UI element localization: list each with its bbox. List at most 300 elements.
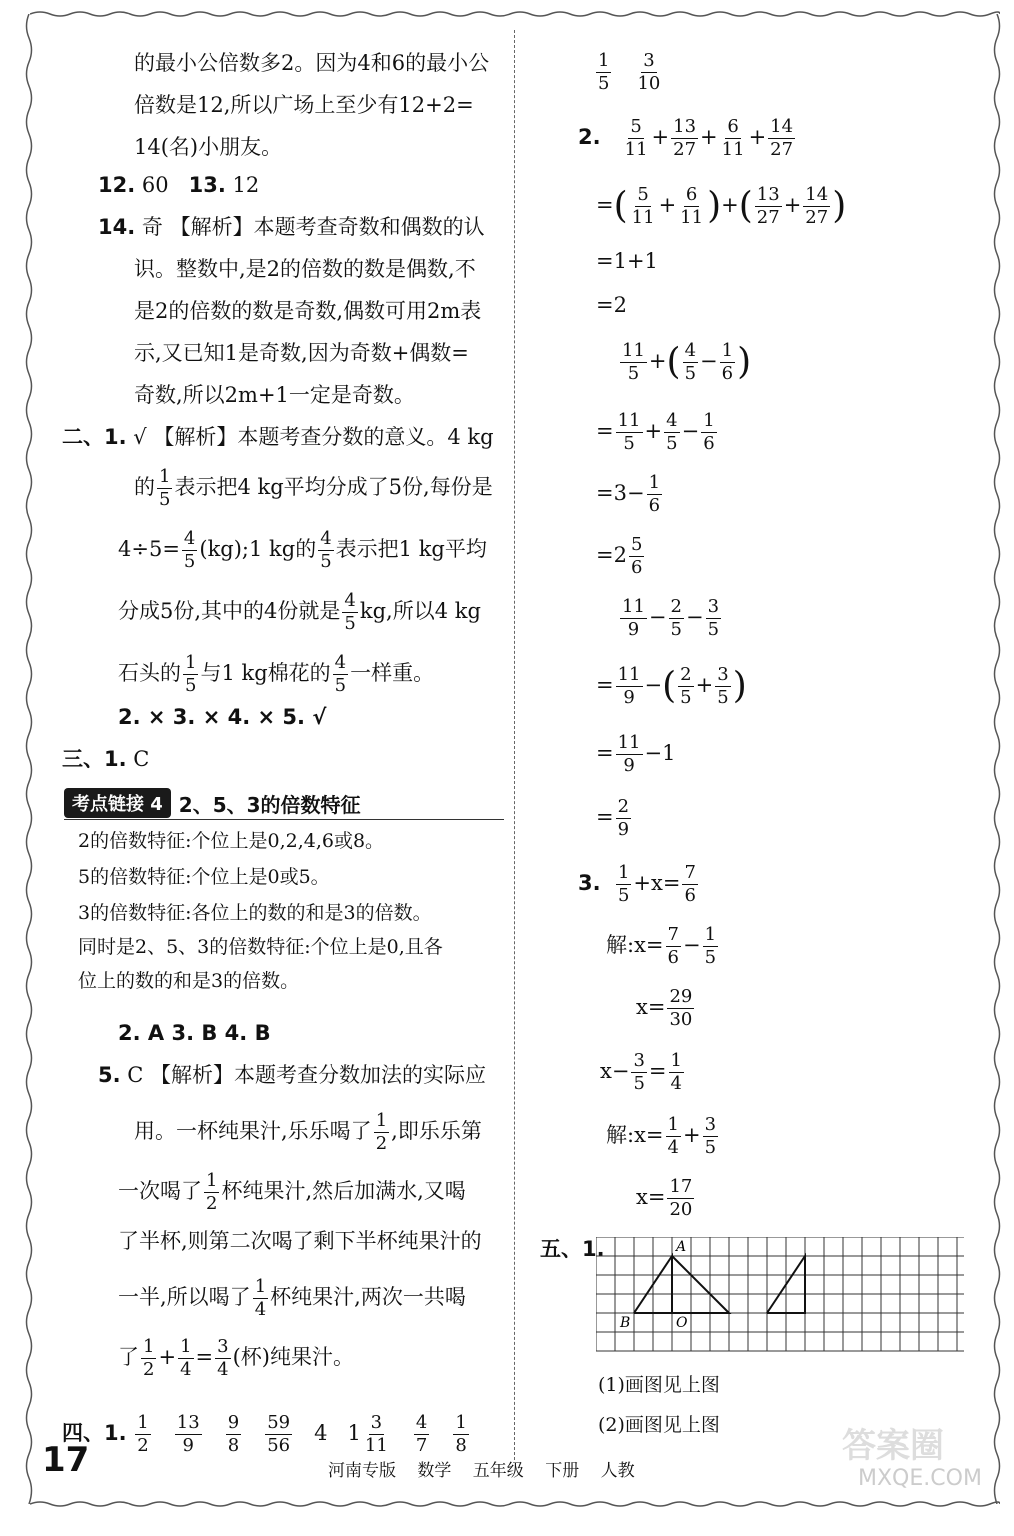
minus-sign: −: [685, 605, 704, 629]
plus-sign: +: [658, 193, 677, 217]
left-line-3: 14(名)小朋友。: [134, 135, 283, 159]
calc-2c-line-4: [596, 796, 633, 841]
denominator: 4: [217, 1359, 229, 1380]
bottom-border-decoration: [30, 1500, 1000, 1508]
equation-3a-result: [636, 986, 696, 1031]
fraction-1-2: [204, 1170, 219, 1215]
column-divider: [514, 30, 515, 1460]
denominator: 5: [617, 885, 630, 906]
numerator: 29: [669, 986, 693, 1007]
calc-2b-line-2: [596, 410, 719, 455]
denominator: 27: [770, 139, 794, 160]
calc-2-line-2: =( $\frac{5}{11}$ + $\frac{6}{11}$ )+( $\frac{13}{27}$ + $\frac{14}{27}$ ): [596, 184, 847, 228]
denominator: 27: [756, 207, 780, 228]
fraction-13-9: [175, 1412, 202, 1457]
fraction-1-2: [135, 1412, 150, 1457]
fraction-17-20: [667, 1176, 694, 1221]
watermark-logo: 答案圈: [842, 1426, 944, 1466]
numerator: 4: [320, 528, 332, 549]
numerator: 1: [185, 652, 197, 673]
plus-x-equals: +x=: [633, 871, 681, 895]
key-point-box-header: [64, 788, 361, 818]
section-5-label: 五、1.: [540, 1237, 605, 1261]
drawing-grid: [596, 1237, 964, 1353]
point-O-label: O: [676, 1315, 688, 1331]
s3-answers-2-4: 2. A 3. B 4. B: [118, 1021, 271, 1045]
fraction-14-27: [768, 116, 795, 161]
fraction-4-5: [333, 652, 348, 697]
right-top-fractions: [594, 50, 664, 95]
key-point-title: 2、5、3的倍数特征: [178, 792, 361, 817]
denominator: 5: [670, 619, 682, 640]
denominator: 30: [669, 1009, 693, 1030]
s2-line-5: [118, 652, 434, 697]
numerator: 1: [254, 1276, 267, 1297]
denominator: 9: [623, 755, 635, 776]
fraction-4-5: [683, 340, 698, 385]
s2c-post: 表示把1 kg平均: [335, 537, 487, 561]
fraction-5-11: [630, 184, 657, 229]
fraction-1-6: [647, 472, 662, 517]
denominator: 6: [721, 363, 734, 384]
x-equals: x=: [636, 995, 666, 1019]
fraction-3-5: [631, 1050, 646, 1095]
fraction-2-5: [669, 596, 684, 641]
key-point-line-2: 5的倍数特征:个位上是0或5。: [78, 866, 330, 888]
equals-sign: =: [596, 419, 614, 443]
fraction-1-4: [178, 1336, 193, 1381]
numerator: 11: [622, 340, 645, 361]
section-2-label: 二、1.: [62, 425, 127, 449]
s3-q5-line-6: 了 $\frac{1}{2}$ + $\frac{1}{4}$ = $\frac{3}{4}$ (杯)纯果汁。: [118, 1336, 354, 1380]
fraction-6-11: [678, 184, 705, 229]
denominator: 5: [183, 551, 196, 572]
key-point-underline: [64, 819, 504, 820]
denominator: 2: [143, 1359, 155, 1380]
calc-2c-line-2: = $\frac{11}{9}$ −( $\frac{2}{5}$ + $\frac{3}{5}$ ): [596, 664, 747, 708]
fraction-3-5: [706, 596, 721, 641]
calc-2b-line-1: $\frac{11}{5}$ +( $\frac{4}{5}$ − $\frac{1}{6}$ ): [622, 340, 752, 384]
key-point-line-5: 位上的数的和是3的倍数。: [78, 970, 300, 992]
numerator: 3: [717, 664, 729, 685]
q14-line-3: 是2的倍数的数是奇数,偶数可用2m表: [134, 299, 482, 323]
section-3-q1: [62, 744, 149, 774]
numerator: 1: [670, 1050, 682, 1071]
q14-label: 14.: [98, 215, 136, 239]
three-minus: =3−: [596, 481, 645, 505]
fraction-1-4: [666, 1114, 681, 1159]
denominator: 5: [704, 1137, 717, 1158]
fraction-1-5: [183, 652, 198, 697]
denominator: 4: [254, 1299, 267, 1320]
plus-sign: +: [695, 673, 714, 697]
fraction-1-5: [703, 924, 718, 969]
denominator: 6: [703, 433, 715, 454]
minus-one: −1: [644, 741, 676, 765]
numerator: 5: [630, 116, 642, 137]
denominator: 8: [455, 1435, 467, 1456]
equals-sign: =: [648, 1059, 667, 1083]
calc-2-line-4: =2: [596, 293, 627, 317]
fraction-1-8: [453, 1412, 468, 1457]
s5e-pre: 一半,所以喝了: [118, 1285, 251, 1309]
s2e-pre: 石头的: [118, 661, 181, 685]
plus-sign: +: [748, 125, 767, 149]
section-2-q1: [62, 422, 494, 452]
numerator: 5: [637, 184, 649, 205]
fraction-11-5: [616, 410, 643, 455]
numerator: 11: [617, 732, 641, 753]
section-3-label: 三、1.: [62, 747, 127, 771]
section-4-q1: [62, 1412, 471, 1457]
numerator: 1: [180, 1336, 192, 1357]
s2c-pre: 4÷5=: [118, 537, 180, 561]
fraction-4-5: [342, 590, 357, 635]
page-number: 17: [42, 1440, 90, 1480]
numerator: 1: [375, 1110, 388, 1131]
q14-line-4: 示,又已知1是奇数,因为奇数+偶数=: [134, 341, 469, 365]
equals-sign: =: [596, 805, 614, 829]
denominator: 4: [670, 1073, 682, 1094]
mixed-whole: 1: [347, 1421, 361, 1445]
s3-q1-value: C: [133, 747, 150, 771]
denominator: 11: [364, 1435, 388, 1456]
plus-sign: +: [648, 349, 667, 373]
numerator: 4: [334, 652, 347, 673]
calc-2b-line-4: [596, 534, 646, 579]
plus-sign: +: [651, 125, 670, 149]
denominator: 11: [624, 139, 648, 160]
q3-label: 3.: [578, 871, 601, 895]
denominator: 5: [633, 1073, 645, 1094]
fraction-3-4: [215, 1336, 230, 1381]
equation-3a-solve: [606, 924, 720, 969]
denominator: 10: [637, 73, 661, 94]
numerator: 4: [183, 528, 196, 549]
fraction-1-5: [616, 862, 631, 907]
calc-2b-line-3: [596, 472, 664, 517]
denominator: 11: [631, 207, 655, 228]
fraction-5-6: [629, 534, 644, 579]
s3-q5-line-4: 了半杯,则第二次喝了剩下半杯纯果汁的: [118, 1229, 482, 1253]
s5e-post: 杯纯果汁,两次一共喝: [270, 1285, 466, 1309]
s3-q5: [98, 1060, 486, 1090]
solution-label: 解:x=: [606, 1123, 664, 1147]
numerator: 1: [159, 466, 171, 487]
numerator: 2: [680, 664, 692, 685]
denominator: 5: [159, 489, 171, 510]
numerator: 3: [704, 1114, 717, 1135]
numerator: 1: [667, 1114, 679, 1135]
equals-two: =2: [596, 543, 627, 567]
left-line-2: 倍数是12,所以广场上至少有12+2=: [134, 93, 474, 117]
fraction-14-27: [803, 184, 830, 229]
numerator: 6: [727, 116, 739, 137]
x-minus: x−: [600, 1059, 630, 1083]
denominator: 9: [182, 1435, 194, 1456]
point-A-label: A: [676, 1239, 687, 1255]
calc-2-line-1: [578, 116, 797, 161]
numerator: 1: [648, 472, 661, 493]
fraction-7-6: [666, 924, 681, 969]
numerator: 7: [667, 924, 679, 945]
fraction-1-5: [596, 50, 611, 95]
equation-3a: [578, 862, 700, 907]
equals-sign: =: [596, 193, 614, 217]
fraction-1-2: [374, 1110, 389, 1155]
right-border-decoration: [992, 14, 1002, 1504]
answer-four: 4: [314, 1421, 328, 1445]
numerator: 7: [684, 862, 696, 883]
numerator: 14: [805, 184, 829, 205]
answer-5-1: (1)画图见上图: [598, 1374, 720, 1396]
s5f-post: (杯)纯果汁。: [232, 1345, 354, 1369]
s3-q5-line-1: C 【解析】本题考查分数加法的实际应: [127, 1063, 487, 1087]
denominator: 6: [667, 947, 679, 968]
q14-line-1: 奇 【解析】本题考查奇数和偶数的认: [141, 215, 485, 239]
fraction-4-5: [664, 410, 679, 455]
numerator: 4: [415, 1412, 428, 1433]
denominator: 5: [666, 433, 678, 454]
equation-3b: [600, 1050, 686, 1095]
s5b-pre: 用。一杯纯果汁,乐乐喝了: [134, 1119, 372, 1143]
watermark-url: MXQE.COM: [858, 1466, 982, 1491]
fraction-1-6: [701, 410, 716, 455]
x-equals: x=: [636, 1185, 666, 1209]
s2-line-3: [118, 528, 487, 573]
numerator: 1: [137, 1412, 149, 1433]
fraction-11-9: [616, 664, 643, 709]
numerator: 14: [770, 116, 794, 137]
fraction-1-5: [157, 466, 172, 511]
denominator: 5: [320, 551, 332, 572]
denominator: 11: [721, 139, 745, 160]
point-B-label: B: [620, 1315, 631, 1331]
s2b-post: 表示把4 kg平均分成了5份,每份是: [174, 475, 493, 499]
fraction-5-11: [623, 116, 650, 161]
numerator: 3: [633, 1050, 645, 1071]
denominator: 2: [375, 1133, 388, 1154]
section-4-label: 四、1.: [62, 1421, 127, 1445]
key-point-line-4: 同时是2、5、3的倍数特征:个位上是0,且各: [78, 936, 443, 958]
numerator: 17: [669, 1176, 693, 1197]
numerator: 11: [617, 664, 641, 685]
q13-value: 12: [232, 173, 260, 197]
denominator: 8: [227, 1435, 240, 1456]
key-point-line-3: 3的倍数特征:各位上的数的和是3的倍数。: [78, 902, 432, 924]
calc-2-line-3: =1+1: [596, 249, 658, 273]
numerator: 13: [756, 184, 780, 205]
s3-q5-line-5: [118, 1276, 466, 1321]
answer-14: [98, 212, 485, 242]
s5f-pre: 了: [118, 1345, 139, 1369]
denominator: 5: [717, 687, 729, 708]
plus-sign: +: [783, 193, 802, 217]
s5c-pre: 一次喝了: [118, 1179, 202, 1203]
denominator: 9: [627, 619, 640, 640]
answer-5-2: (2)画图见上图: [598, 1414, 720, 1436]
plus-sign: +: [700, 125, 718, 149]
denominator: 5: [623, 433, 635, 454]
triangle-rotated: [672, 1256, 729, 1313]
q14-line-2: 识。整数中,是2的倍数的数是偶数,不: [134, 257, 476, 281]
q12-value: 60: [141, 173, 169, 197]
fraction-13-27: [755, 184, 782, 229]
denominator: 5: [185, 675, 197, 696]
fraction-13-27: [671, 116, 698, 161]
s2e-mid: 与1 kg棉花的: [200, 661, 331, 685]
s3-q5-line-3: [118, 1170, 466, 1215]
s5b-post: ,即乐乐第: [391, 1119, 482, 1143]
equation-3b-result: [636, 1176, 696, 1221]
denominator: 9: [623, 687, 635, 708]
denominator: 9: [617, 819, 630, 840]
fraction-59-56: [265, 1412, 292, 1457]
s2e-post: 一样重。: [350, 661, 435, 685]
fraction-1-4: [669, 1050, 684, 1095]
numerator: 2: [670, 596, 682, 617]
numerator: 1: [598, 50, 610, 71]
denominator: 11: [680, 207, 704, 228]
left-line-1: 的最小公倍数多2。因为4和6的最小公: [134, 51, 490, 75]
denominator: 5: [684, 363, 697, 384]
key-point-line-1: 2的倍数特征:个位上是0,2,4,6或8。: [78, 830, 385, 852]
equals-sign: =: [596, 741, 614, 765]
numerator: 13: [176, 1412, 200, 1433]
s2d-post: kg,所以4 kg: [359, 599, 481, 623]
numerator: 1: [617, 862, 630, 883]
numerator: 11: [622, 596, 645, 617]
top-border-decoration: [30, 10, 1000, 18]
minus-sign: −: [682, 933, 701, 957]
q13-label: 13.: [188, 173, 226, 197]
fraction-11-9: [620, 596, 647, 641]
plus-sign: +: [644, 419, 663, 443]
fraction-6-11: [720, 116, 747, 161]
s5c-post: 杯纯果汁,然后加满水,又喝: [221, 1179, 466, 1203]
denominator: 5: [627, 363, 640, 384]
numerator: 1: [704, 924, 717, 945]
calc-2c-line-1: [618, 596, 723, 641]
numerator: 1: [703, 410, 715, 431]
equation-3b-solve: [606, 1114, 720, 1159]
denominator: 27: [805, 207, 829, 228]
denominator: 6: [630, 557, 643, 578]
minus-sign: −: [648, 605, 667, 629]
denominator: 5: [334, 675, 347, 696]
numerator: 9: [227, 1412, 240, 1433]
fraction-9-8: [226, 1412, 241, 1457]
s2b-pre: 的: [134, 475, 155, 499]
calc-2c-line-3: [596, 732, 675, 777]
plus-sign: +: [682, 1123, 701, 1147]
key-point-tag: 考点链接 4: [64, 788, 171, 818]
denominator: 27: [673, 139, 697, 160]
fraction-11-9: [616, 732, 643, 777]
numerator: 5: [630, 534, 643, 555]
q12-label: 12.: [98, 173, 136, 197]
q2-label: 2.: [578, 125, 601, 149]
s2-line-2: [134, 466, 493, 516]
numerator: 13: [673, 116, 697, 137]
numerator: 3: [217, 1336, 229, 1357]
numerator: 4: [344, 590, 356, 611]
denominator: 20: [669, 1199, 693, 1220]
plus-sign: +: [721, 193, 739, 217]
numerator: 1: [721, 340, 734, 361]
numerator: 11: [617, 410, 641, 431]
numerator: 4: [666, 410, 678, 431]
denominator: 4: [180, 1359, 192, 1380]
denominator: 5: [344, 613, 356, 634]
fraction-3-11: [363, 1412, 390, 1457]
denominator: 5: [707, 619, 720, 640]
s2-line-1: √ 【解析】本题考查分数的意义。4 kg: [133, 425, 494, 449]
denominator: 5: [598, 73, 610, 94]
numerator: 4: [684, 340, 697, 361]
left-border-decoration: [24, 14, 34, 1504]
fraction-3-5: [715, 664, 730, 709]
s3-q5-label: 5.: [98, 1063, 121, 1087]
fraction-1-4: [253, 1276, 268, 1321]
fraction-4-7: [414, 1412, 429, 1457]
fraction-4-5: [318, 528, 333, 573]
denominator: 56: [267, 1435, 291, 1456]
s3-q5-line-2: [134, 1110, 482, 1155]
fraction-2-9: [616, 796, 631, 841]
fraction-7-6: [682, 862, 697, 907]
fraction-2-5: [678, 664, 693, 709]
minus-sign: −: [681, 419, 700, 443]
s2c-mid: (kg);1 kg的: [199, 537, 317, 561]
fraction-11-5: [620, 340, 647, 385]
numerator: 3: [707, 596, 720, 617]
numerator: 6: [685, 184, 698, 205]
denominator: 5: [704, 947, 717, 968]
denominator: 2: [206, 1193, 218, 1214]
denominator: 6: [684, 885, 696, 906]
numerator: 1: [455, 1412, 467, 1433]
minus-sign: −: [700, 349, 718, 373]
footer-book-info: 河南专版 数学 五年级 下册 人教: [328, 1461, 635, 1481]
s2-answers-2-5: 2. × 3. × 4. × 5. √: [118, 705, 327, 729]
numerator: 2: [617, 796, 630, 817]
fraction-3-5: [703, 1114, 718, 1159]
denominator: 7: [415, 1435, 428, 1456]
numerator: 1: [206, 1170, 218, 1191]
numerator: 3: [370, 1412, 383, 1433]
equals-sign: =: [596, 673, 614, 697]
fraction-3-10: [635, 50, 662, 95]
fraction-1-6: [720, 340, 735, 385]
s2-line-4: [118, 590, 481, 635]
answer-12-13: [98, 170, 259, 200]
denominator: 5: [680, 687, 692, 708]
solution-label: 解:x=: [606, 933, 664, 957]
minus-sign: −: [644, 673, 663, 697]
fraction-4-5: [182, 528, 197, 573]
numerator: 3: [643, 50, 655, 71]
numerator: 59: [267, 1412, 291, 1433]
numerator: 1: [143, 1336, 155, 1357]
q14-line-5: 奇数,所以2m+1一定是奇数。: [134, 383, 415, 407]
denominator: 6: [648, 495, 661, 516]
fraction-29-30: [667, 986, 694, 1031]
fraction-1-2: [141, 1336, 156, 1381]
denominator: 4: [667, 1137, 679, 1158]
s2d-pre: 分成5份,其中的4份就是: [118, 599, 341, 623]
denominator: 2: [137, 1435, 149, 1456]
